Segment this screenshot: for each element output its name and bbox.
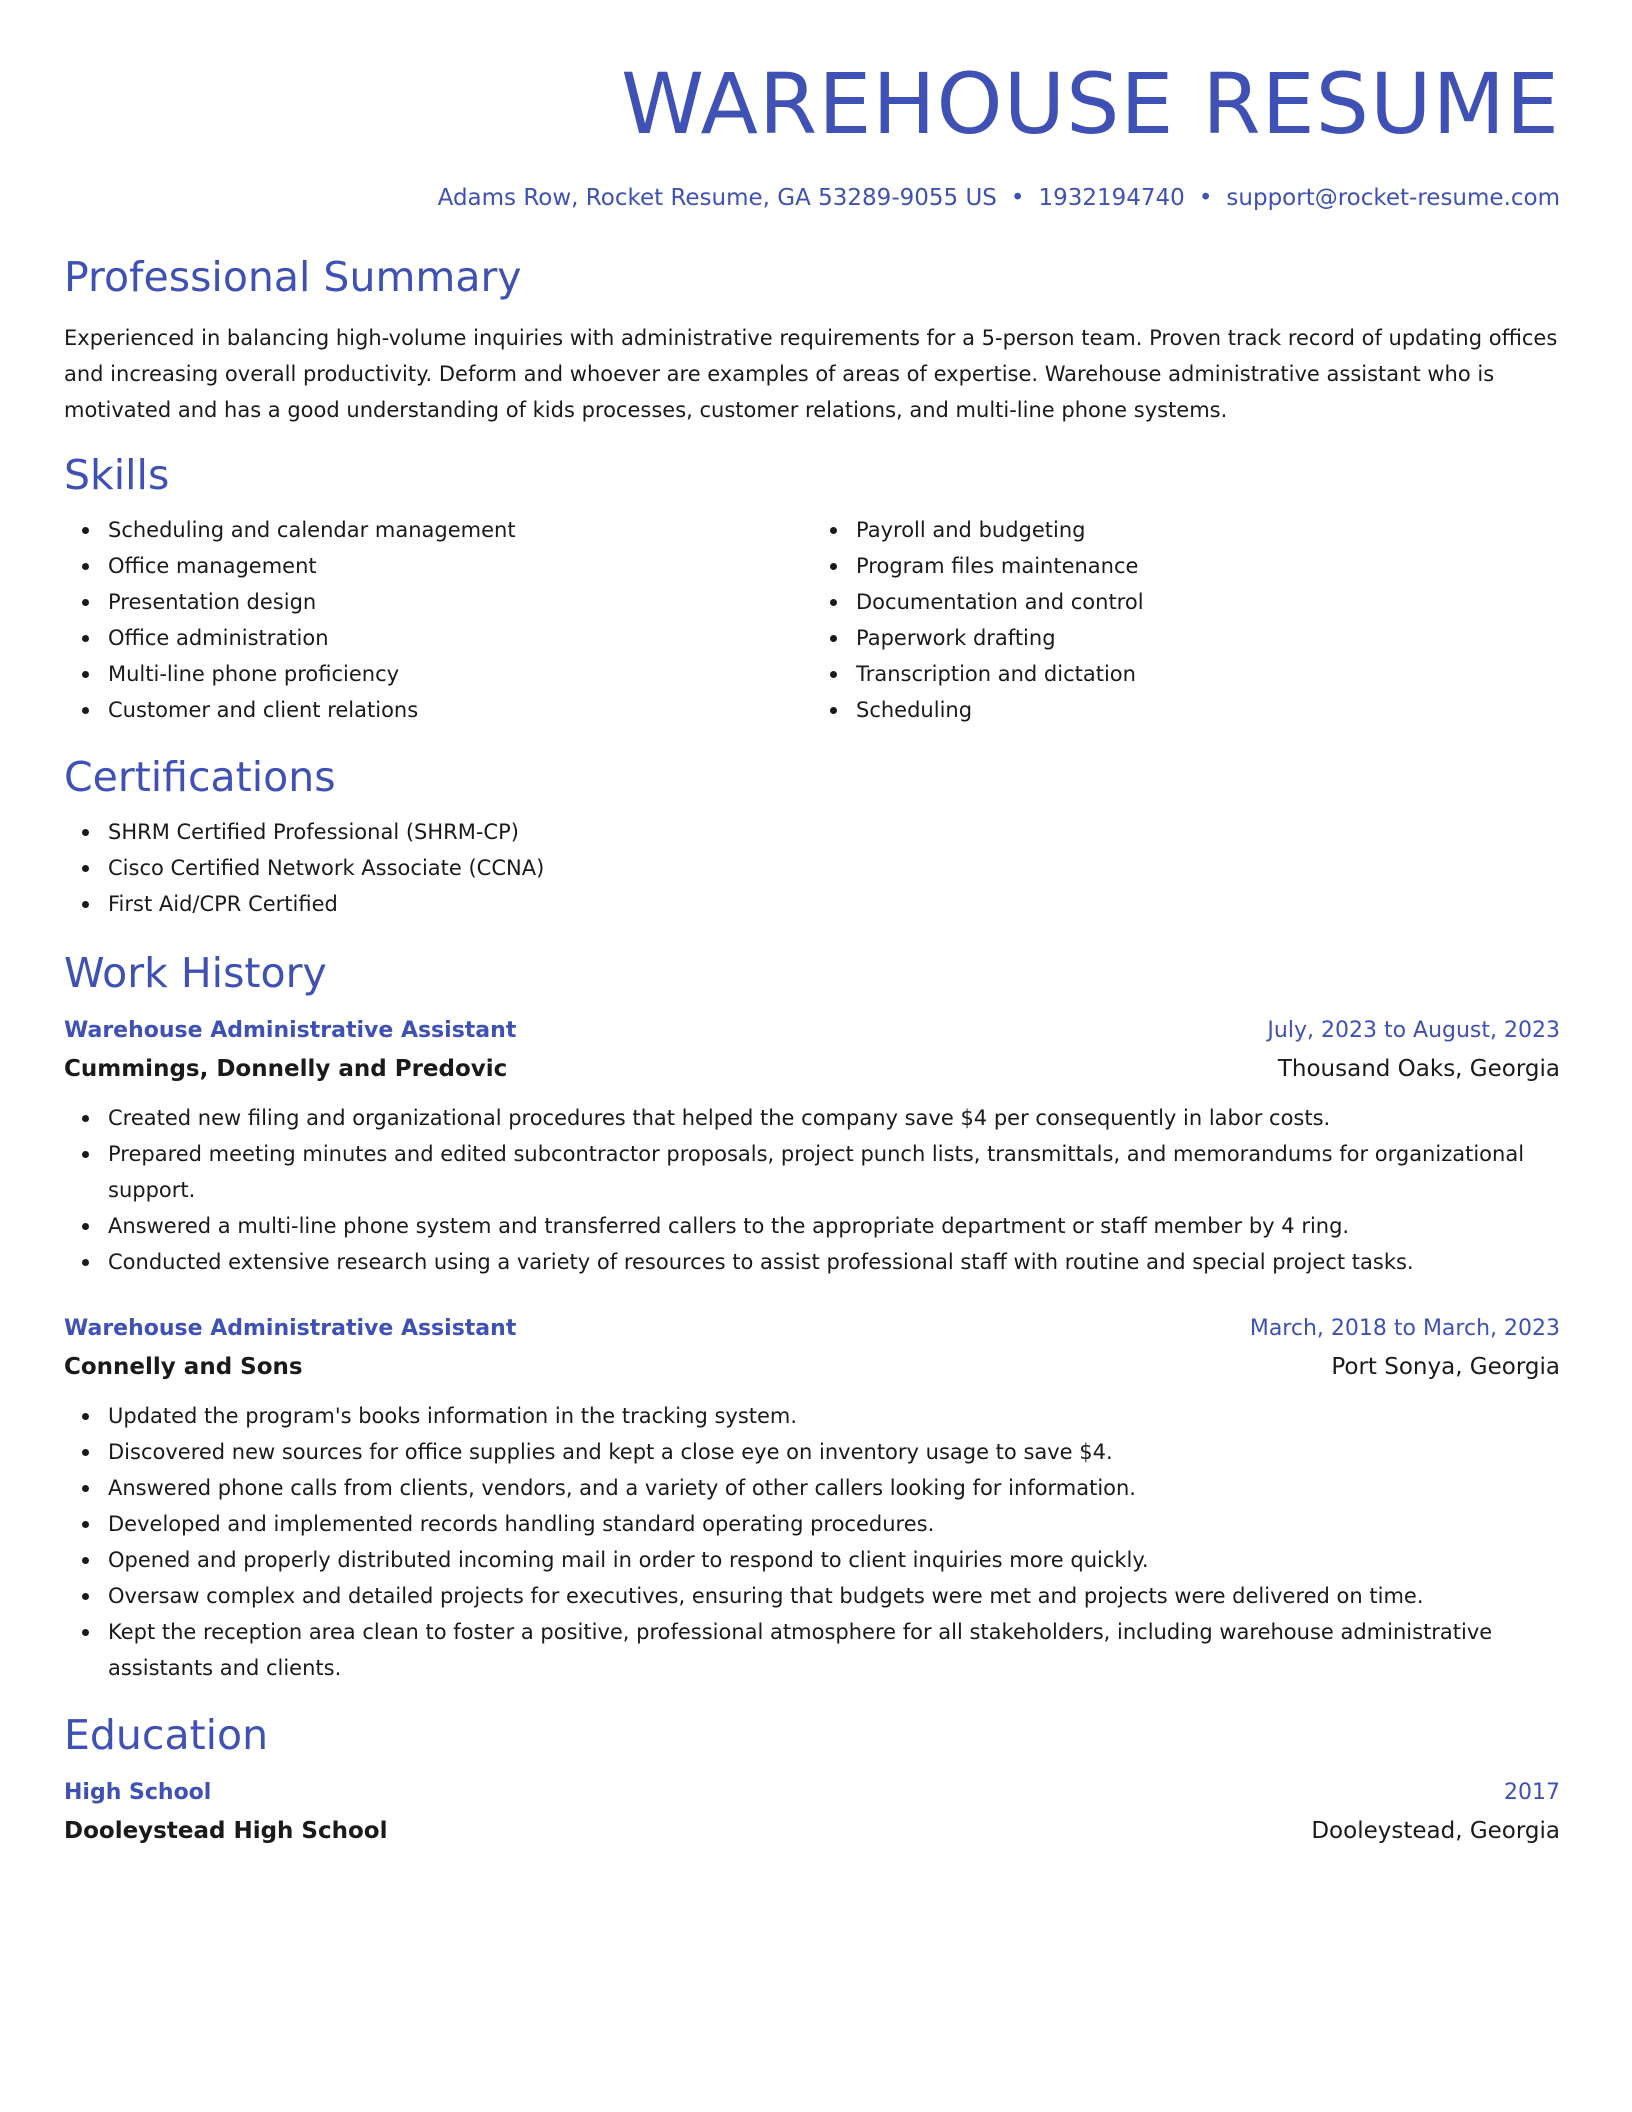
education-school-row bbox=[64, 1814, 1560, 1848]
list-item: Answered phone calls from clients, vendors, and a variety of other callers looking for information. bbox=[108, 1470, 1560, 1506]
job-company-row bbox=[64, 1052, 1560, 1086]
job-company: Cummings, Donnelly and Predovic bbox=[64, 1056, 508, 1082]
job-dates: July, 2023 to August, 2023 bbox=[1267, 1018, 1560, 1043]
list-item: Transcription and dictation bbox=[856, 656, 1560, 692]
education-location: Dooleystead, Georgia bbox=[1311, 1818, 1560, 1844]
certifications-list bbox=[64, 814, 1560, 922]
skills-columns bbox=[64, 512, 1560, 728]
list-item: Scheduling bbox=[856, 692, 1560, 728]
job-location: Thousand Oaks, Georgia bbox=[1277, 1056, 1560, 1082]
job-bullets bbox=[64, 1398, 1560, 1686]
list-item: Updated the program's books information in the tracking system. bbox=[108, 1398, 1560, 1434]
list-item: Paperwork drafting bbox=[856, 620, 1560, 656]
list-item: First Aid/CPR Certified bbox=[108, 886, 1560, 922]
list-item: Cisco Certified Network Associate (CCNA) bbox=[108, 850, 1560, 886]
list-item: Created new filing and organizational procedures that helped the company save $4 per consequently in labor costs. bbox=[108, 1100, 1560, 1136]
list-item: Multi-line phone proficiency bbox=[108, 656, 812, 692]
job-entry bbox=[64, 1016, 1560, 1280]
list-item: Presentation design bbox=[108, 584, 812, 620]
list-item: Office management bbox=[108, 548, 812, 584]
list-item: Opened and properly distributed incoming mail in order to respond to client inquiries more quickly. bbox=[108, 1542, 1560, 1578]
list-item: Program files maintenance bbox=[856, 548, 1560, 584]
list-item: Developed and implemented records handling standard operating procedures. bbox=[108, 1506, 1560, 1542]
education-school: Dooleystead High School bbox=[64, 1818, 388, 1844]
certifications-heading: Certifications bbox=[64, 753, 336, 801]
resume-page bbox=[64, 0, 1560, 1848]
list-item: Oversaw complex and detailed projects for executives, ensuring that budgets were met and projects were delivered on time. bbox=[108, 1578, 1560, 1614]
list-item: SHRM Certified Professional (SHRM-CP) bbox=[108, 814, 1560, 850]
education-year: 2017 bbox=[1504, 1780, 1560, 1805]
list-item: Documentation and control bbox=[856, 584, 1560, 620]
job-bullets bbox=[64, 1100, 1560, 1280]
list-item: Conducted extensive research using a variety of resources to assist professional staff with routine and special project tasks. bbox=[108, 1244, 1560, 1280]
job-company-row bbox=[64, 1350, 1560, 1384]
list-item: Kept the reception area clean to foster a positive, professional atmosphere for all stakeholders, including warehouse administrative assistants and clients. bbox=[108, 1614, 1560, 1686]
job-title: Warehouse Administrative Assistant bbox=[64, 1316, 517, 1341]
skills-list-left bbox=[64, 512, 812, 728]
job-title: Warehouse Administrative Assistant bbox=[64, 1018, 517, 1043]
contact-email: support@rocket-resume.com bbox=[1226, 185, 1560, 211]
separator-dot: • bbox=[1010, 185, 1025, 211]
skills-list-right bbox=[812, 512, 1560, 728]
job-header bbox=[64, 1314, 1560, 1344]
job-dates: March, 2018 to March, 2023 bbox=[1249, 1316, 1560, 1341]
separator-dot: • bbox=[1198, 185, 1213, 211]
contact-phone: 1932194740 bbox=[1038, 185, 1185, 211]
education-degree: High School bbox=[64, 1780, 212, 1805]
job-location: Port Sonya, Georgia bbox=[1331, 1354, 1560, 1380]
list-item: Customer and client relations bbox=[108, 692, 812, 728]
job-entry bbox=[64, 1314, 1560, 1686]
list-item: Prepared meeting minutes and edited subcontractor proposals, project punch lists, transmittals, and memorandums for organizational support. bbox=[108, 1136, 1560, 1208]
education-heading: Education bbox=[64, 1711, 269, 1759]
summary-heading: Professional Summary bbox=[64, 253, 522, 301]
job-header bbox=[64, 1016, 1560, 1046]
summary-text: Experienced in balancing high-volume inquiries with administrative requirements for a 5-person team. Proven track record of updating offices and increasing overall productivity. Deform and whoever are examples of areas of expertise. Warehouse administrative assistant who is motivated and has a good understanding of kids processes, customer relations, and multi-line phone systems. bbox=[64, 326, 1558, 422]
resume-title: WAREHOUSE RESUME bbox=[620, 55, 1560, 153]
work-history-heading: Work History bbox=[64, 949, 327, 997]
list-item: Answered a multi-line phone system and transferred callers to the appropriate department or staff member by 4 ring. bbox=[108, 1208, 1560, 1244]
skills-heading: Skills bbox=[64, 451, 170, 499]
list-item: Payroll and budgeting bbox=[856, 512, 1560, 548]
contact-address: Adams Row, Rocket Resume, GA 53289-9055 US bbox=[437, 185, 997, 211]
list-item: Scheduling and calendar management bbox=[108, 512, 812, 548]
list-item: Discovered new sources for office supplies and kept a close eye on inventory usage to save $4. bbox=[108, 1434, 1560, 1470]
education-header bbox=[64, 1778, 1560, 1808]
list-item: Office administration bbox=[108, 620, 812, 656]
job-company: Connelly and Sons bbox=[64, 1354, 303, 1380]
education-entry bbox=[64, 1778, 1560, 1848]
contact-line bbox=[64, 184, 1560, 212]
